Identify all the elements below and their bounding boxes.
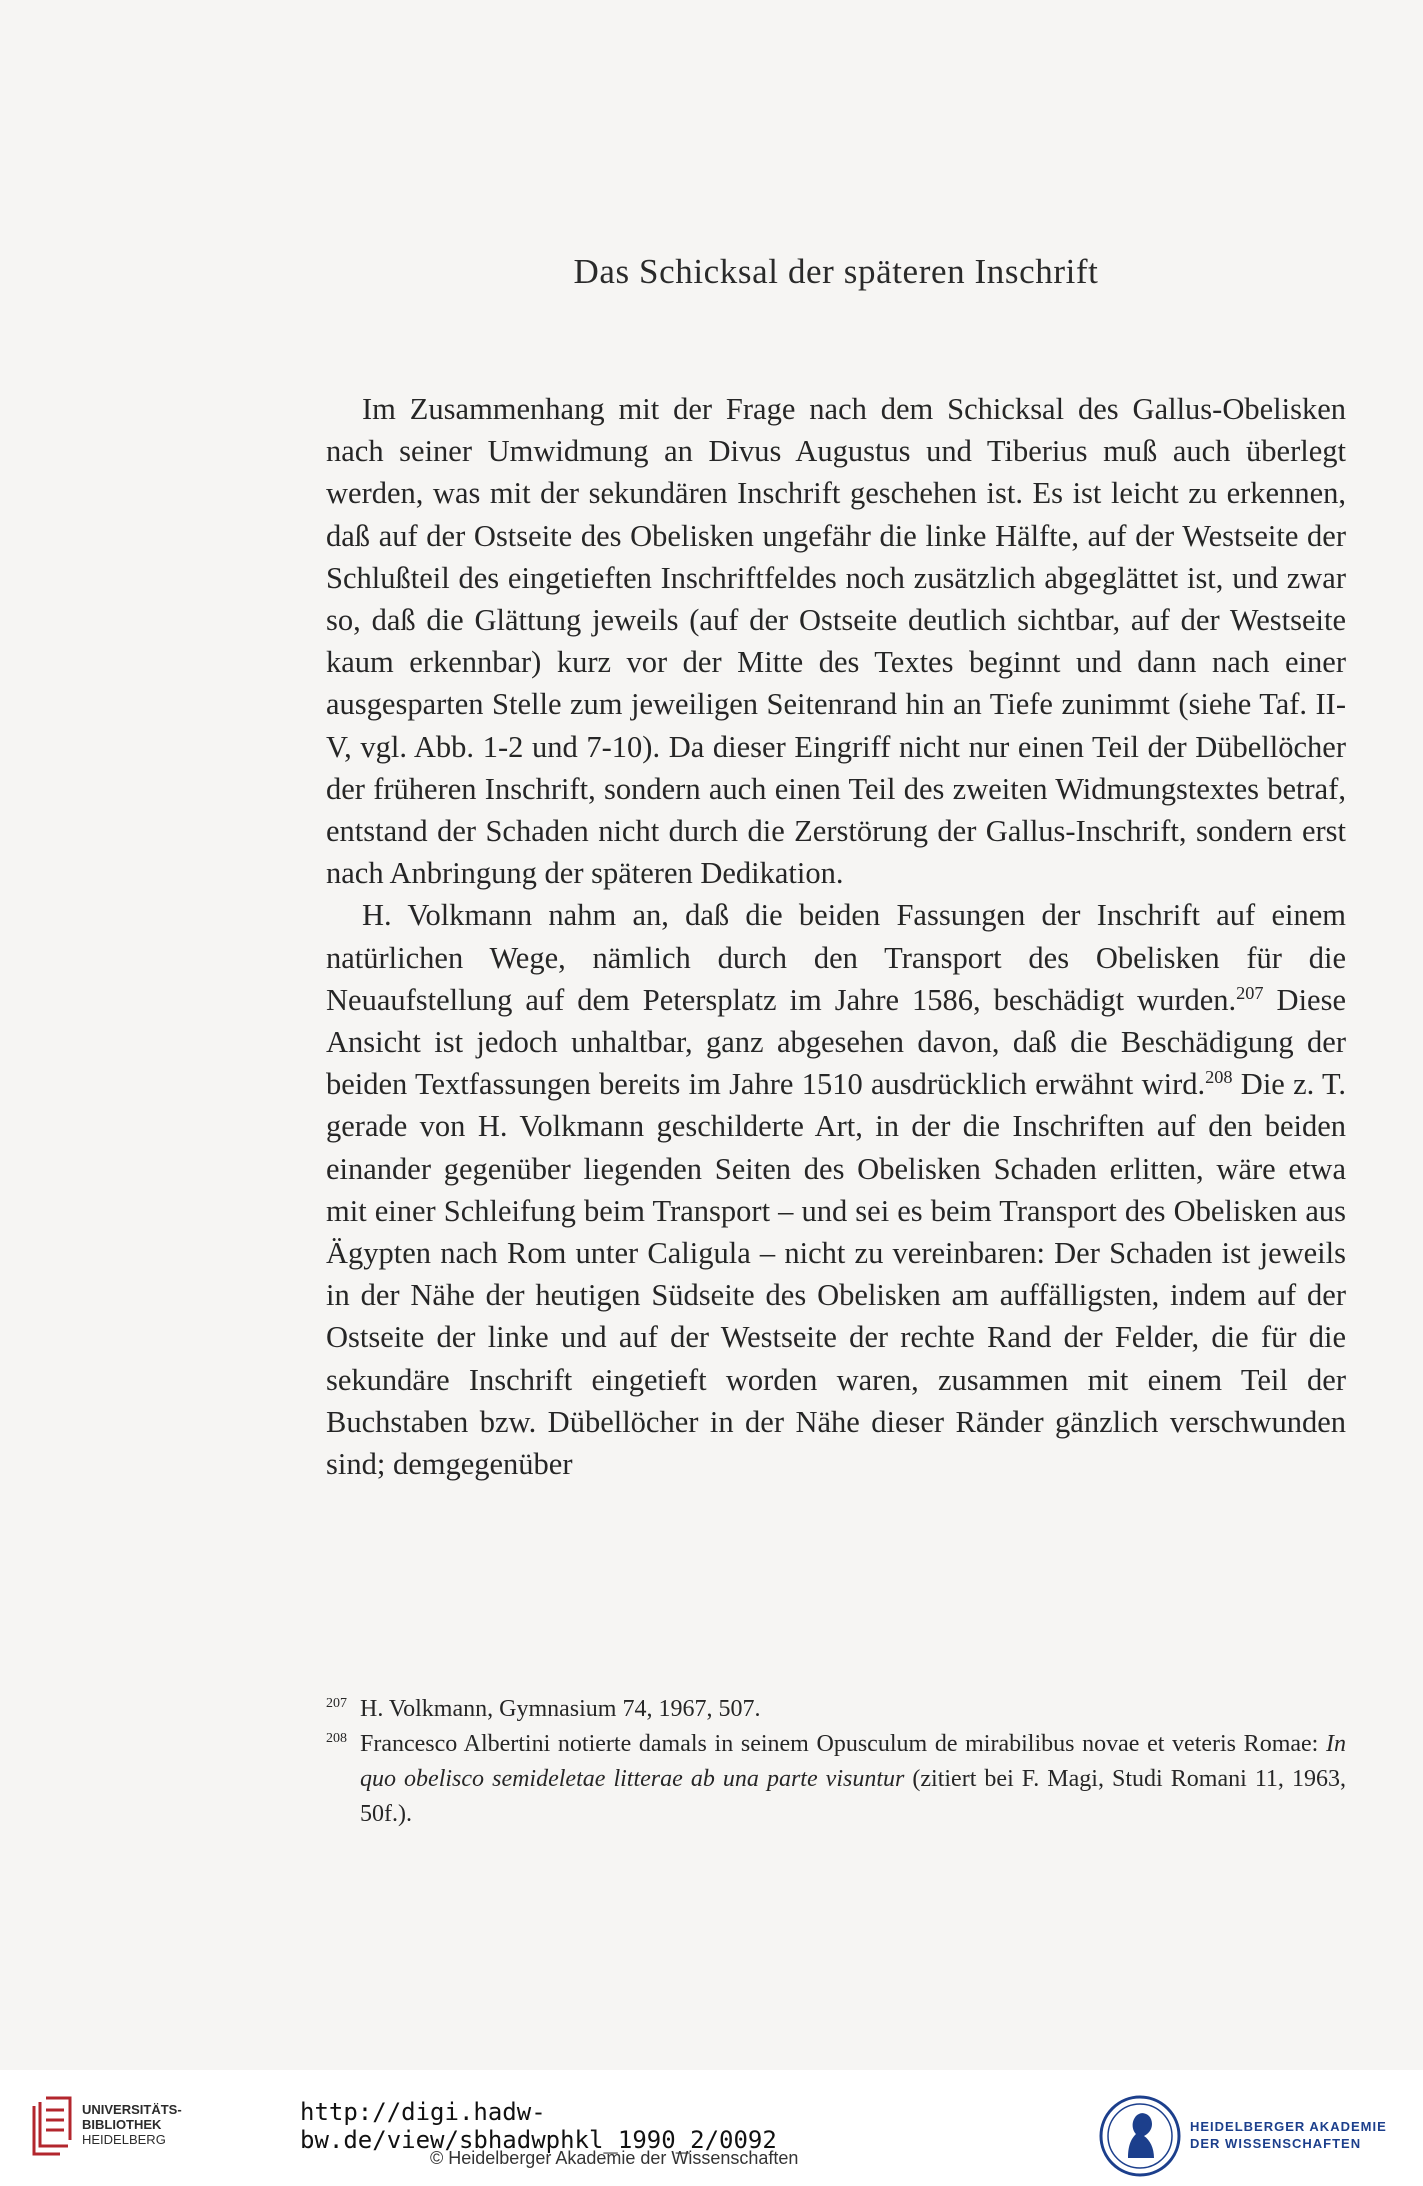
body-text-run: Im Zusammenhang mit der Frage nach dem Schicksal des Gallus-Obelisken nach seiner Umwidmung an Divus Augustus und Tiberius muß auch überlegt werden, was mit der sekundären Inschrift geschehen ist. Es ist leicht zu erkennen, daß auf der Ostseite des Obelisken ungefähr die linke Hälfte, auf der Westseite der Schlußteil des eingetieften Inschriftfeldes noch zusätzlich abgeglättet ist, und zwar so, daß die Glättung jeweils (auf der Ostseite deutlich sichtbar, auf der Westseite kaum erkennbar) kurz vor der Mitte des Textes beginnt und dann nach einer ausgesparten Stelle zum jeweiligen Seitenrand hin an Tiefe zunimmt (siehe Taf. II-V, vgl. Abb. 1-2 und 7-10). Da dieser Eingriff nicht nur einen Teil der Dübellöcher der früheren Inschrift, sondern auch einen Teil des zweiten Widmungstextes betraf, entstand der Schaden nicht durch die Zerstörung der Gallus-Inschrift, sondern erst nach Anbringung der späteren Dedikation. [326,392,1346,891]
bleed-through-header [560,62,1120,87]
footnote-reference[interactable]: 208 [1205,1067,1233,1088]
permalink-url[interactable]: http://digi.hadw-bw.de/view/sbhadwphkl_1990_2/0092 [300,2098,777,2154]
footnote [326,1692,1346,1727]
footnotes [326,1692,1346,1832]
footnote-reference[interactable]: 207 [1236,982,1264,1003]
library-logo-icon [30,2096,74,2162]
footnote-number: 208 [326,1731,347,1746]
copyright-notice: © Heidelberger Akademie der Wissenschaften [430,2148,799,2168]
academy-seal-icon [1098,2094,1182,2178]
footnote-quote: In quo obelisco semideletae litterae ab una parte visuntur [360,1731,1346,1792]
section-heading: Das Schicksal der späteren Inschrift [573,252,1099,291]
library-name [82,2102,182,2147]
body-text-run: H. Volkmann nahm an, daß die beiden Fassungen der Inschrift auf einem natürlichen Wege, nämlich durch den Transport des Obelisken für die Neuaufstellung auf dem Petersplatz im Jahre 1586, beschädigt wurden. [326,898,1346,1017]
footer-bar [0,2070,1423,2186]
footnote-text-part: (zitiert bei F. Magi, Studi Romani 11, 1963, 50f.). [360,1766,1346,1827]
academy-name [1190,2118,1387,2152]
body-text [326,388,1346,1485]
library-name-line: UNIVERSITÄTS- [82,2102,182,2117]
body-text-run: Diese Ansicht ist jedoch unhaltbar, ganz abgesehen davon, daß die Beschädigung der beiden Textfassungen bereits im Jahre 1510 ausdrücklich erwähnt wird. [326,982,1346,1102]
body-paragraph [326,894,1346,1485]
footnote-number: 207 [326,1696,347,1711]
academy-name-line: DER WISSENSCHAFTEN [1190,2136,1362,2151]
body-paragraph [326,388,1346,894]
footnote [326,1727,1346,1832]
academy-name-line: HEIDELBERGER AKADEMIE [1190,2119,1387,2134]
footnote-text: H. Volkmann, Gymnasium 74, 1967, 507. [360,1696,761,1722]
footnote-text [360,1727,1346,1832]
library-name-line: BIBLIOTHEK [82,2117,162,2132]
footnote-text-part: Francesco Albertini notierte damals in seinem Opusculum de mirabilibus novae et veteris Romae: [360,1731,1326,1757]
library-name-line: HEIDELBERG [82,2132,166,2147]
body-text-run: Die z. T. gerade von H. Volkmann geschilderte Art, in der die Inschriften auf den beiden einander gegenüber liegenden Seiten des Obelisken Schaden erlitten, wäre etwa mit einer Schleifung beim Transport – und sei es beim Transport des Obelisken aus Ägypten nach Rom unter Caligula – nicht zu vereinbaren: Der Schaden ist jeweils in der Nähe der heutigen Südseite des Obelisken am auffälligsten, indem auf der Ostseite der linke und auf der Westseite der rechte Rand der Felder, die für die sekundäre Inschrift eingetieft worden waren, zusammen mit einem Teil der Buchstaben bzw. Dübellöcher in der Nähe dieser Ränder gänzlich verschwunden sind; demgegenüber [326,1067,1346,1482]
